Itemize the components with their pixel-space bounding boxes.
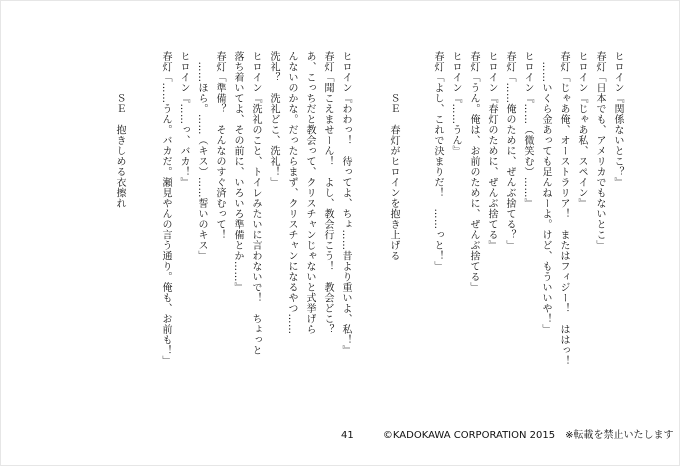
script-line: 春灯「聞こえませーん！ よし、教会行こう！ 教会どこ？: [322, 51, 333, 335]
script-line: ……ほら。……（キス）……誓いのキス」: [196, 51, 207, 261]
script-line: あ、こっちだと教会って、クリスチャンじゃないと式挙げら: [304, 51, 315, 335]
script-line: 春灯「……うん。バカだ。瀬見やんの言う通り。俺も、お前も！」: [160, 51, 171, 366]
script-line: ヒロイン『洗礼のこと、トイレみたいに言わないで！ ちょっと: [250, 51, 261, 356]
script-line: 春灯「よし、これで決まりだ！ ……っと！」: [432, 51, 443, 272]
script-line: 春灯「……俺のために、ぜんぶ捨てる？」: [504, 51, 515, 251]
page-number: 41: [341, 430, 354, 441]
script-line: ヒロイン『……っ、バカ！』: [178, 51, 189, 188]
script-line: 落ち着いてよ、その前に、いろいろ準備とか……』: [232, 51, 243, 293]
script-line: ヒロイン『……（微笑む）……』: [522, 51, 533, 209]
script-line: 春灯「うん。俺は、お前のために、ぜんぶ捨てる」: [468, 51, 479, 293]
script-line: ヒロイン『……うん』: [450, 51, 461, 156]
script-line: 春灯「準備？ そんなのすぐ済むって！: [214, 51, 225, 240]
page-footer: [341, 426, 673, 441]
script-line: ヒロイン『じゃあ私、スペイン』: [576, 51, 587, 209]
script-line: 春灯「じゃあ俺、オーストラリア！ またはフィジー！ ははっ！: [558, 51, 569, 366]
script-line: 洗礼？ 洗礼どこ、洗礼！」: [268, 51, 279, 188]
script-line: ヒロイン『わわっ！ 待ってよ、ちょ……昔より重いよ、私！』: [340, 51, 351, 356]
sound-effect-line: ＳＥ 抱きしめる衣擦れ: [114, 93, 125, 209]
copyright-notice: ©KADOKAWA CORPORATION 2015 ※転載を禁止いたします: [382, 430, 674, 441]
script-line: ヒロイン『関係ないとこ？』: [612, 51, 623, 188]
script-line: 春灯「日本でも、アメリカでもないとこ」: [594, 51, 605, 251]
script-line: ……いくら金あっても足んねーよ。けど、もういいや！」: [540, 51, 551, 335]
script-line: ヒロイン『春灯のために、ぜんぶ捨てる』: [486, 51, 497, 251]
script-line: んないのかな。だったらまず、クリスチャンになるやつ……: [286, 51, 297, 335]
sound-effect-line: ＳＥ 春灯がヒロインを抱き上げる: [388, 93, 399, 261]
